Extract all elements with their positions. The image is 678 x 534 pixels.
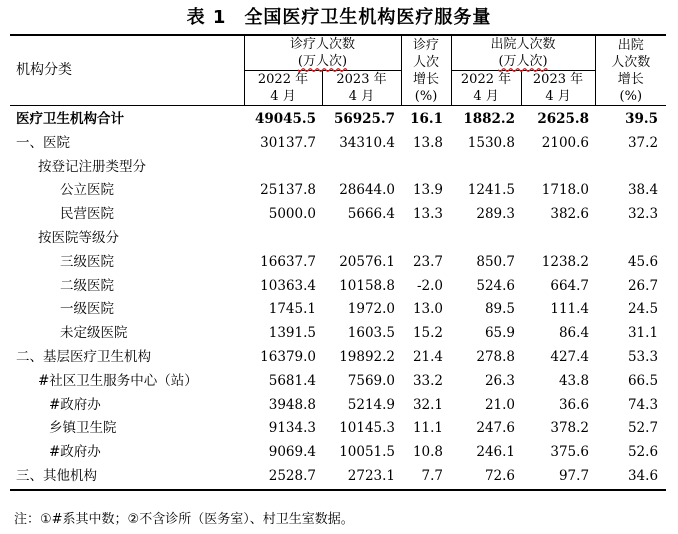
cell-value: 10145.3 <box>339 420 396 437</box>
cell-value: 11.1 <box>412 420 444 437</box>
cell-value <box>401 156 451 180</box>
header-discharge-2023: 2023 年 4 月 <box>521 71 595 106</box>
cell-value: 1241.5 <box>467 182 516 199</box>
cell-value: 16637.7 <box>260 253 316 270</box>
cell-value <box>595 227 666 251</box>
cell-value: 2625.8 <box>537 111 590 127</box>
header-discharge-growth: 出院 人次数 增长 (%) <box>595 35 666 106</box>
cell-value: 32.3 <box>627 206 659 223</box>
cell-value: 38.4 <box>627 182 659 199</box>
header-visits-growth: 诊疗 人次 增长 (%) <box>401 35 451 106</box>
cell-value: 1530.8 <box>467 134 516 151</box>
cell-value: 34310.4 <box>339 134 396 151</box>
cell-value: 5000.0 <box>268 206 316 223</box>
table-number: 表 1 <box>186 7 227 28</box>
table-row <box>10 370 666 394</box>
table-footnote: 注：①#系其中数；②不含诊所（医务室）、村卫生室数据。 <box>14 512 354 527</box>
row-label: 三级医院 <box>60 253 114 270</box>
cell-value: 289.3 <box>476 206 516 223</box>
cell-value: 26.7 <box>627 277 659 294</box>
table-row <box>10 322 666 346</box>
cell-value: 74.3 <box>627 396 659 413</box>
cell-value: 97.7 <box>558 467 590 484</box>
row-label: #政府办 <box>49 396 101 413</box>
row-label: 未定级医院 <box>60 325 128 342</box>
table-title-text: 全国医疗卫生机构医疗服务量 <box>244 7 492 28</box>
cell-value: 5666.4 <box>347 206 396 223</box>
row-label: 按医院等级分 <box>38 229 119 246</box>
cell-value: 36.6 <box>558 396 590 413</box>
cell-value: 20576.1 <box>339 253 396 270</box>
table-row <box>10 227 666 251</box>
cell-value: 10051.5 <box>339 444 396 461</box>
cell-value: 23.7 <box>412 253 444 270</box>
table-row <box>10 465 666 490</box>
header-visits-2023: 2023 年 4 月 <box>322 71 401 106</box>
cell-value: 1745.1 <box>268 301 316 318</box>
row-label: 医疗卫生机构合计 <box>16 111 124 127</box>
table-row <box>10 203 666 227</box>
cell-value <box>451 156 521 180</box>
cell-value: 31.1 <box>627 325 659 342</box>
cell-value: 1718.0 <box>541 182 590 199</box>
cell-value: 2528.7 <box>268 467 316 484</box>
cell-value: 72.6 <box>484 467 516 484</box>
cell-value <box>401 227 451 251</box>
cell-value: 10.8 <box>412 444 444 461</box>
cell-value: 16.1 <box>410 111 444 127</box>
cell-value: 89.5 <box>484 301 516 318</box>
header-visits-group: 诊疗人次数 (万人次) <box>244 35 401 71</box>
cell-value: 19892.2 <box>339 348 396 365</box>
cell-value: 53.3 <box>627 348 659 365</box>
table-row <box>10 298 666 322</box>
header-visits-2022: 2022 年 4 月 <box>244 71 322 106</box>
row-label: 乡镇卫生院 <box>49 420 117 437</box>
cell-value: 45.6 <box>627 253 659 270</box>
row-label: 民营医院 <box>60 206 114 223</box>
table-title <box>0 4 678 32</box>
cell-value <box>521 227 595 251</box>
row-label: 一级医院 <box>60 301 114 318</box>
table-body <box>10 106 666 490</box>
row-label: 按登记注册类型分 <box>38 158 146 175</box>
service-volume-table <box>10 34 666 491</box>
cell-value: 13.3 <box>412 206 444 223</box>
cell-value: 2100.6 <box>541 134 590 151</box>
cell-value: 246.1 <box>476 444 516 461</box>
table-row <box>10 106 666 132</box>
cell-value: 850.7 <box>476 253 516 270</box>
table-row <box>10 179 666 203</box>
cell-value: 524.6 <box>476 277 516 294</box>
table-row <box>10 156 666 180</box>
table-row <box>10 417 666 441</box>
cell-value: 278.8 <box>476 348 516 365</box>
cell-value: 52.7 <box>627 420 659 437</box>
cell-value: 30137.7 <box>260 134 316 151</box>
cell-value <box>451 227 521 251</box>
cell-value: 25137.8 <box>260 182 316 199</box>
table-header <box>10 35 666 106</box>
cell-value: 10363.4 <box>260 277 316 294</box>
cell-value: 52.6 <box>627 444 659 461</box>
table-row <box>10 132 666 156</box>
cell-value: 7.7 <box>421 467 444 484</box>
cell-value: 5681.4 <box>268 372 316 389</box>
cell-value: 1391.5 <box>268 325 316 342</box>
cell-value: 43.8 <box>558 372 590 389</box>
table-row <box>10 275 666 299</box>
cell-value: 111.4 <box>550 301 590 318</box>
cell-value: 1238.2 <box>541 253 590 270</box>
cell-value: 2723.1 <box>347 467 396 484</box>
cell-value: 32.1 <box>412 396 444 413</box>
cell-value: 86.4 <box>558 325 590 342</box>
cell-value: 427.4 <box>550 348 590 365</box>
cell-value: 7569.0 <box>347 372 396 389</box>
cell-value: 5214.9 <box>347 396 396 413</box>
table-row <box>10 346 666 370</box>
cell-value: 24.5 <box>627 301 659 318</box>
cell-value: 33.2 <box>412 372 444 389</box>
cell-value: 37.2 <box>627 134 659 151</box>
cell-value: 21.4 <box>412 348 444 365</box>
cell-value: 664.7 <box>550 277 590 294</box>
cell-value: 39.5 <box>625 111 659 127</box>
cell-value: 1603.5 <box>347 325 396 342</box>
row-label: 一、医院 <box>16 134 70 151</box>
table-row <box>10 394 666 418</box>
cell-value <box>322 156 401 180</box>
cell-value: 49045.5 <box>254 111 316 127</box>
row-label: 二、基层医疗卫生机构 <box>16 348 151 365</box>
cell-value: 16379.0 <box>260 348 316 365</box>
header-category: 机构分类 <box>16 62 72 78</box>
cell-value: 9069.4 <box>268 444 316 461</box>
table-row <box>10 441 666 465</box>
cell-value: -2.0 <box>416 277 444 294</box>
cell-value: 13.9 <box>412 182 444 199</box>
cell-value: 378.2 <box>550 420 590 437</box>
cell-value: 34.6 <box>627 467 659 484</box>
header-discharge-2022: 2022 年 4 月 <box>451 71 521 106</box>
cell-value <box>521 156 595 180</box>
cell-value: 9134.3 <box>268 420 316 437</box>
cell-value: 66.5 <box>627 372 659 389</box>
table-row <box>10 251 666 275</box>
cell-value <box>244 156 322 180</box>
cell-value: 247.6 <box>476 420 516 437</box>
cell-value <box>322 227 401 251</box>
cell-value: 382.6 <box>550 206 590 223</box>
cell-value: 56925.7 <box>333 111 396 127</box>
cell-value <box>595 156 666 180</box>
row-label: 三、其他机构 <box>16 467 97 484</box>
cell-value: 3948.8 <box>268 396 316 413</box>
cell-value: 26.3 <box>484 372 516 389</box>
header-discharge-group: 出院人次数 (万人次) <box>451 35 595 71</box>
row-label: 二级医院 <box>60 277 114 294</box>
cell-value <box>244 227 322 251</box>
row-label: 公立医院 <box>60 182 114 199</box>
cell-value: 375.6 <box>550 444 590 461</box>
cell-value: 13.8 <box>412 134 444 151</box>
row-label: #政府办 <box>49 444 101 461</box>
cell-value: 15.2 <box>412 325 444 342</box>
cell-value: 65.9 <box>484 325 516 342</box>
cell-value: 28644.0 <box>339 182 396 199</box>
row-label: #社区卫生服务中心（站） <box>38 372 198 389</box>
cell-value: 21.0 <box>484 396 516 413</box>
cell-value: 1972.0 <box>347 301 396 318</box>
cell-value: 13.0 <box>412 301 444 318</box>
cell-value: 1882.2 <box>463 111 516 127</box>
cell-value: 10158.8 <box>339 277 396 294</box>
